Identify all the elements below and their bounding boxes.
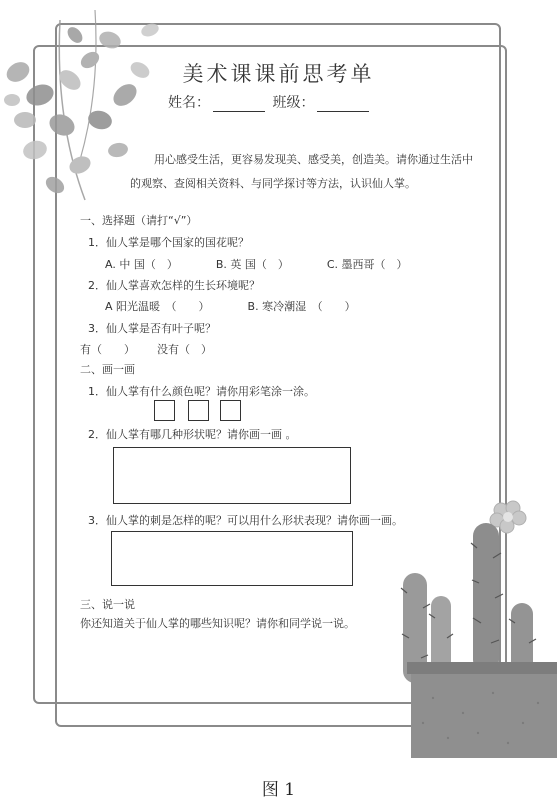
color-box-3[interactable] <box>220 400 241 421</box>
page-title: 美术课课前思考单 <box>182 62 375 86</box>
intro-line-1: 用心感受生活，更容易发现美、感受美，创造美。请你通过生活中 <box>154 153 473 166</box>
class-field[interactable] <box>317 97 369 112</box>
class-label: 班级： <box>272 95 315 111</box>
question-1-1-options <box>105 256 408 272</box>
option-a[interactable]: A 阳光温暖 （ ） <box>105 300 210 313</box>
drawing-box-spines[interactable] <box>111 531 353 586</box>
option-b[interactable]: B. 寒冷潮湿 （ ） <box>247 300 356 313</box>
section-2-heading: 二、画一画 <box>80 363 135 376</box>
option-c[interactable]: C. 墨西哥（ ） <box>326 258 408 271</box>
question-1-1: 1．仙人掌是哪个国家的国花呢？ <box>88 236 249 249</box>
question-1-2: 2．仙人掌喜欢怎样的生长环境呢？ <box>88 279 260 292</box>
figure-caption: 图 1 <box>261 780 296 800</box>
option-no[interactable]: 没有（ ） <box>157 343 212 356</box>
option-a[interactable]: A. 中 国（ ） <box>105 258 178 271</box>
question-1-3: 3．仙人掌是否有叶子呢？ <box>88 322 216 335</box>
option-b[interactable]: B. 英 国（ ） <box>215 258 289 271</box>
section-3-heading: 三、说一说 <box>80 598 135 611</box>
section-1-heading: 一、选择题（请打“√”） <box>80 214 198 227</box>
name-label: 姓名： <box>168 95 210 111</box>
question-2-2: 2．仙人掌有哪几种形状呢？请你画一画 。 <box>88 428 297 441</box>
name-field[interactable] <box>213 97 265 112</box>
intro-paragraph <box>130 148 475 196</box>
question-1-3-options <box>80 341 212 357</box>
intro-line-2: 的观察、查阅相关资料、与同学探讨等方法，认识仙人掌。 <box>130 177 416 190</box>
cactus-illustration <box>393 498 557 758</box>
option-yes[interactable]: 有（ ） <box>80 343 135 356</box>
question-2-1: 1．仙人掌有什么颜色呢？请你用彩笔涂一涂。 <box>88 385 315 398</box>
question-2-3: 3．仙人掌的刺是怎样的呢？可以用什么形状表现？请你画一画。 <box>88 514 403 527</box>
drawing-box-shapes[interactable] <box>113 447 351 504</box>
name-class-row <box>168 92 372 112</box>
color-box-1[interactable] <box>154 400 175 421</box>
section-3-text: 你还知道关于仙人掌的哪些知识呢？请你和同学说一说。 <box>80 617 355 630</box>
color-box-2[interactable] <box>188 400 209 421</box>
question-1-2-options <box>105 298 356 314</box>
